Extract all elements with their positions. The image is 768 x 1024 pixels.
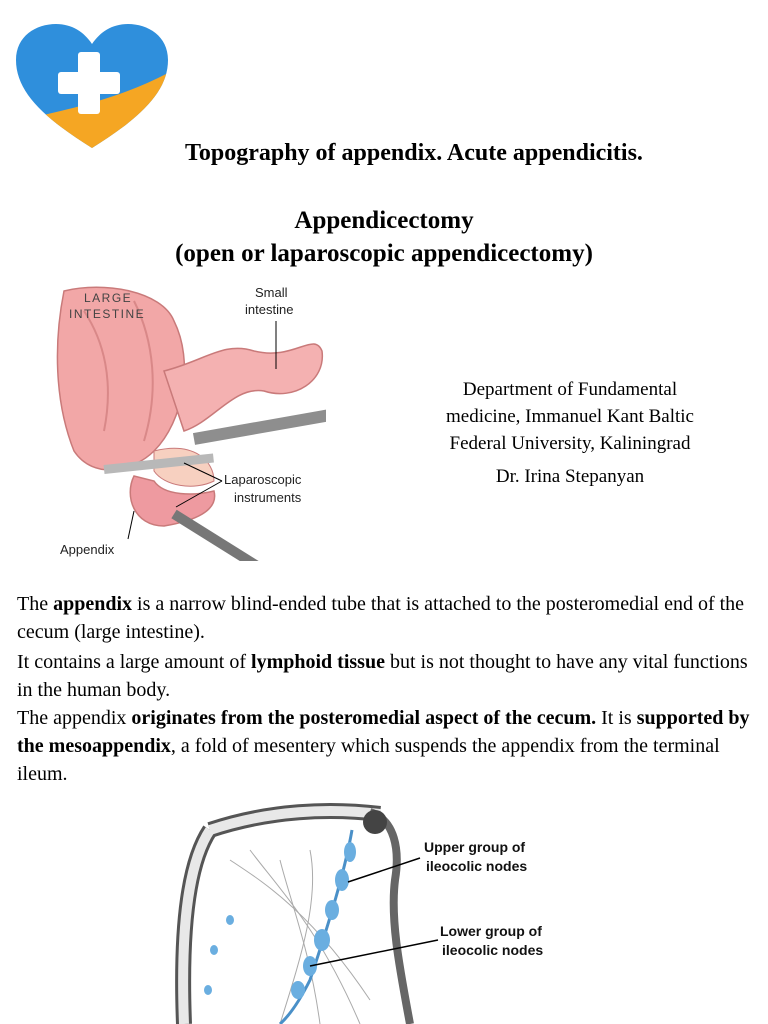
paragraph-lymphoid (17, 648, 757, 704)
label-upper-group-1: Upper group of (424, 839, 526, 855)
laparoscopy-illustration (44, 281, 326, 561)
bold-text: appendix (53, 593, 133, 615)
subtitle-line-1: Appendicectomy (294, 207, 474, 234)
bold-text: lymphoid tissue (251, 651, 385, 673)
department-info (420, 376, 720, 490)
label-instruments-2: instruments (234, 490, 302, 505)
department-line-2: medicine, Immanuel Kant Baltic (446, 406, 694, 427)
text: It contains a large amount of (17, 651, 252, 673)
paragraph-appendix-definition (17, 590, 757, 646)
text: is a narrow blind-ended tube that is attached to the posteromedial end of the cecum (large intestine). (17, 593, 745, 643)
label-large-intestine-2: INTESTINE (69, 307, 146, 321)
ileocolic-nodes-illustration (170, 800, 590, 1024)
bold-text: originates from the posteromedial aspect of the cecum. (131, 707, 597, 729)
bold-text: supported by the mesoappendix (17, 707, 750, 757)
subtitle-line-2: (open or laparoscopic appendicectomy) (175, 240, 593, 267)
label-lower-group-2: ileocolic nodes (442, 942, 544, 958)
author-name: Dr. Irina Stepanyan (495, 466, 645, 487)
label-lower-group-1: Lower group of (440, 923, 542, 939)
text: , a fold of mesentery which suspends the appendix from the terminal ileum. (17, 735, 720, 785)
text: The (17, 593, 54, 615)
text: The appendix (17, 707, 132, 729)
label-upper-group-2: ileocolic nodes (426, 858, 528, 874)
label-small-1: Small (255, 285, 288, 300)
text: but is not thought to have any vital functions in the human body. (17, 651, 748, 701)
label-appendix: Appendix (60, 542, 115, 557)
label-large-intestine-1: LARGE (84, 291, 133, 305)
page-title: Topography of appendix. Acute appendicitis. (185, 140, 643, 166)
paragraph-origin (17, 704, 757, 788)
label-instruments-1: Laparoscopic (224, 472, 302, 487)
label-small-2: intestine (245, 302, 294, 317)
text: It is (596, 707, 637, 729)
page-subtitle (30, 204, 738, 270)
department-line-3: Federal University, Kaliningrad (449, 433, 691, 454)
medical-heart-logo (14, 22, 170, 152)
department-line-1: Department of Fundamental (462, 379, 678, 400)
